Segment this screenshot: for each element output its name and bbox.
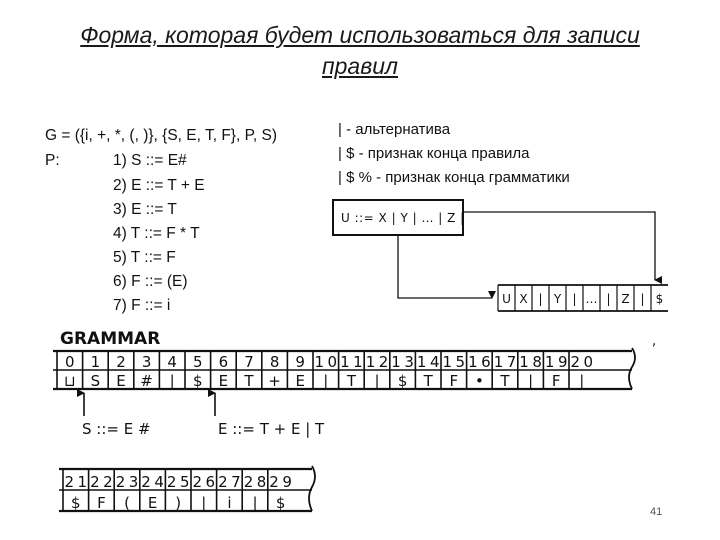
tape-index: 24 [141,473,164,491]
tape-symbol: + [268,372,281,390]
tape-index: 27 [218,473,241,491]
tape-symbol: # [140,372,153,390]
form-tape-symbol: | [606,292,611,306]
productions-label: P: [45,152,60,169]
tape-index: 11 [340,353,363,371]
tape-symbol: $ [397,372,408,390]
tape-symbol: ) [175,494,182,512]
form-tape-symbol: | [572,292,577,306]
legend-item-grammar-end: | $ % - признак конца грамматики [338,169,570,186]
legend-item-rule-end: | $ - признак конца правила [338,145,530,162]
tape-symbol: | [252,494,258,512]
tape-symbol: E [116,372,126,390]
tape-index: 9 [295,353,305,371]
tape-symbol: ( [124,494,130,512]
tape-symbol: F [97,494,106,512]
form-tape-symbol: Y [553,292,562,306]
tape-symbol: F [449,372,459,390]
tape-symbol: $ [193,372,203,390]
form-tape-symbol: | [640,292,645,306]
tape-index: 6 [218,353,229,371]
tape-symbol: T [244,372,254,390]
production-rule: 6) F ::= (E) [113,273,188,290]
form-tape-symbol: | [538,292,543,306]
tape-index: 14 [416,353,440,371]
tape-break [309,466,315,511]
production-rule: 4) T ::= F * T [113,225,200,242]
tape-index: 10 [314,353,338,371]
tape-index: 29 [269,473,292,491]
tape-symbol: • [474,372,484,390]
production-rule: 1) S ::= E# [113,152,187,169]
tape-index: 4 [167,353,177,371]
grammar-tape-continued [59,466,315,512]
tape-index: 20 [570,353,594,371]
form-tape-symbol: $ [655,292,664,306]
form-tape-symbol: … [585,292,598,306]
tape-index: 28 [243,473,267,491]
production-rule: 5) T ::= F [113,249,176,266]
annotation-rule-2: E ::= T + E | T [218,420,325,438]
grammar-label: GRAMMAR [60,329,161,349]
tape-symbol: ⊔ [63,372,76,390]
tape-index: 18 [519,353,542,371]
connector-arrow [398,235,492,298]
page-number: 41 [650,506,663,518]
title-line-1: Форма, которая будет использоваться для записи [80,22,640,48]
tape-index: 16 [468,353,491,371]
tape-break [629,348,635,389]
tape-symbol: S [90,372,101,390]
tape-index: 25 [166,473,190,491]
tape-symbol: | [169,372,175,390]
tape-index: 12 [365,353,389,371]
tape-symbol: | [374,372,380,390]
tape-index: 19 [544,353,568,371]
legend-item-alternative: | - альтернатива [338,121,451,138]
tape-symbol: | [201,494,207,512]
production-rule: 3) E ::= T [113,201,177,218]
tape-break-mark: , [652,334,657,349]
tape-index: 8 [269,353,280,371]
form-tape-symbol: X [519,292,528,306]
tape-symbol: T [346,372,356,390]
tape-index: 3 [141,353,152,371]
form-box-text: U ::= X | Y | … | Z | [341,211,465,225]
annotation-rule-1: S ::= E # [82,420,151,438]
tape-symbol: | [528,372,534,390]
tape-index: 7 [244,353,254,371]
tape-index: 26 [192,473,216,491]
tape-symbol: | [579,372,585,390]
tape-index: 17 [493,353,517,371]
connector-arrow [463,212,655,280]
production-rule: 7) F ::= i [113,297,171,314]
tape-index: 0 [65,353,75,371]
tape-symbol: i [227,494,232,512]
form-tape [498,285,668,311]
tape-symbol: $ [275,494,286,512]
tape-index: 5 [193,353,203,371]
tape-index: 13 [391,353,414,371]
form-tape-symbol: U [502,292,511,306]
tape-index: 21 [64,473,88,491]
form-tape-symbol: Z [621,292,630,306]
tape-index: 15 [442,353,466,371]
tape-symbol: $ [71,494,81,512]
tape-index: 2 [116,353,126,371]
tape-index: 22 [90,473,113,491]
grammar-tape [53,348,635,390]
grammar-definition: G = ({i, +, *, (, )}, {S, E, T, F}, P, S) [45,127,278,144]
tape-index: 1 [90,353,101,371]
tape-symbol: T [500,372,510,390]
tape-index: 23 [115,473,139,491]
tape-symbol: E [147,494,158,512]
tape-symbol: T [423,372,433,390]
title-line-2: правил [321,53,398,79]
tape-symbol: F [551,372,561,390]
production-rule: 2) E ::= T + E [113,177,205,194]
tape-symbol: E [295,372,305,390]
tape-symbol: | [323,372,329,390]
tape-symbol: E [218,372,229,390]
